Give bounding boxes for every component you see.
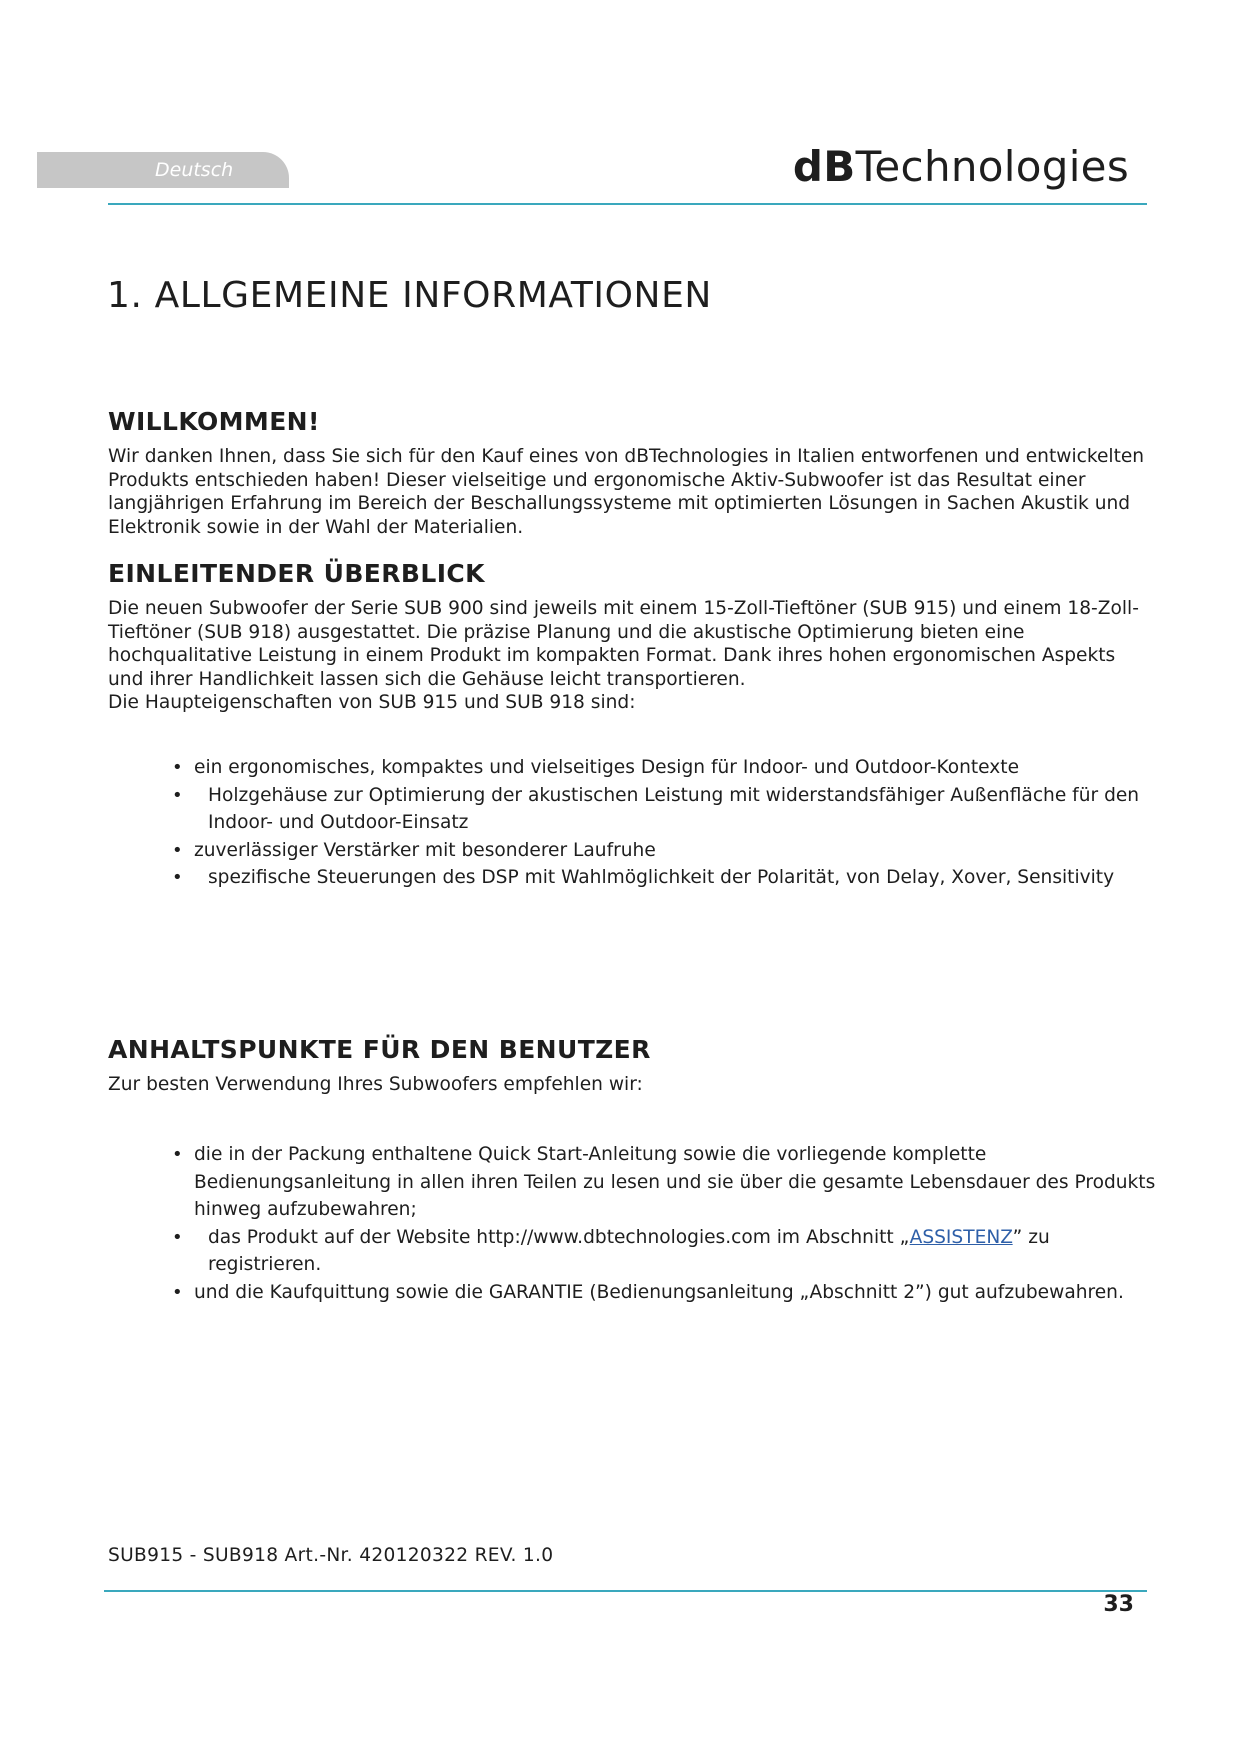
welcome-heading: WILLKOMMEN! [108,407,320,436]
overview-paragraph: Die neuen Subwoofer der Serie SUB 900 sind jeweils mit einem 15-Zoll-Tieftöner (SUB 915) und einem 18-Zoll-Tieftöner (SUB 918) ausgestattet. Die präzise Planung und die akustische Optimierung bieten eine hochqualitative Leistung in einem Produkt im kompakten Format. Dank ihres hohen ergonomischen Aspekts und ihrer Handlichkeit lassen sich die Gehäuse leicht transportieren. [108,598,1139,690]
welcome-section [108,407,1153,539]
user-notes-heading: ANHALTSPUNKTE FÜR DEN BENUTZER [108,1035,651,1064]
bullet-icon: • [172,839,183,861]
list-item: • Holzgehäuse zur Optimierung der akustischen Leistung mit widerstandsfähiger Außenfläche für den Indoor- und Outdoor-Einsatz [170,782,1160,837]
assistenz-link[interactable]: ASSISTENZ [909,1226,1013,1248]
bullet-icon: • [172,1144,183,1165]
list-item: • ein ergonomisches, kompaktes und vielseitiges Design für Indoor- und Outdoor-Kontexte [170,754,1160,782]
bullet-icon: • [172,1226,183,1248]
brand-logo [793,142,1129,191]
feature-list [170,754,1160,892]
list-item: • das Produkt auf der Website http://www.dbtechnologies.com im Abschnitt „ASSISTENZ” zu registrieren. [170,1224,1160,1279]
bullet-icon: • [172,784,183,806]
footer-divider [104,1590,1147,1592]
list-item: • zuverlässiger Verstärker mit besonderer Laufruhe [170,837,1160,865]
header-divider [108,203,1147,205]
recommendation-list [170,1141,1160,1306]
list-item: • und die Kaufquittung sowie die GARANTIE (Bedienungsanleitung „Abschnitt 2”) gut aufzubewahren. [170,1279,1160,1307]
bullet-icon: • [172,867,183,888]
logo-bold-part: dB [792,142,856,191]
list-item: • spezifische Steuerungen des DSP mit Wahlmöglichkeit der Polarität, von Delay, Xover, Sensitivity [170,864,1160,892]
user-notes-section [108,1035,1153,1097]
page-title: 1. ALLGEMEINE INFORMATIONEN [107,275,712,316]
list-item: • die in der Packung enthaltene Quick Start-Anleitung sowie die vorliegende komplette Bedienungsanleitung in allen ihren Teilen zu lesen und sie über die gesamte Lebensdauer des Produkts hinweg aufzubewahren; [170,1141,1160,1224]
overview-heading: EINLEITENDER ÜBERBLICK [108,559,485,588]
user-notes-intro: Zur besten Verwendung Ihres Subwoofers empfehlen wir: [108,1074,643,1095]
bullet-icon: • [172,757,183,778]
welcome-paragraph: Wir danken Ihnen, dass Sie sich für den Kauf eines von dBTechnologies in Italien entworfenen und entwickelten Produkts entschieden haben! Dieser vielseitige und ergonomische Aktiv-Subwoofer ist das Resultat einer langjährigen Erfahrung im Bereich der Beschallungssysteme mit optimierten Lösungen in Sachen Akustik und Elektronik sowie in der Wahl der Materialien. [108,446,1145,538]
language-label: Deutsch [155,159,234,181]
bullet-icon: • [172,1281,183,1303]
document-reference: SUB915 - SUB918 Art.-Nr. 420120322 REV. 1.0 [108,1545,554,1566]
overview-section [108,559,1153,715]
logo-text-part: Technologies [855,142,1129,191]
overview-features-intro: Die Haupteigenschaften von SUB 915 und SUB 918 sind: [108,692,636,713]
page-number: 33 [1103,1592,1134,1617]
language-tab [37,152,289,188]
